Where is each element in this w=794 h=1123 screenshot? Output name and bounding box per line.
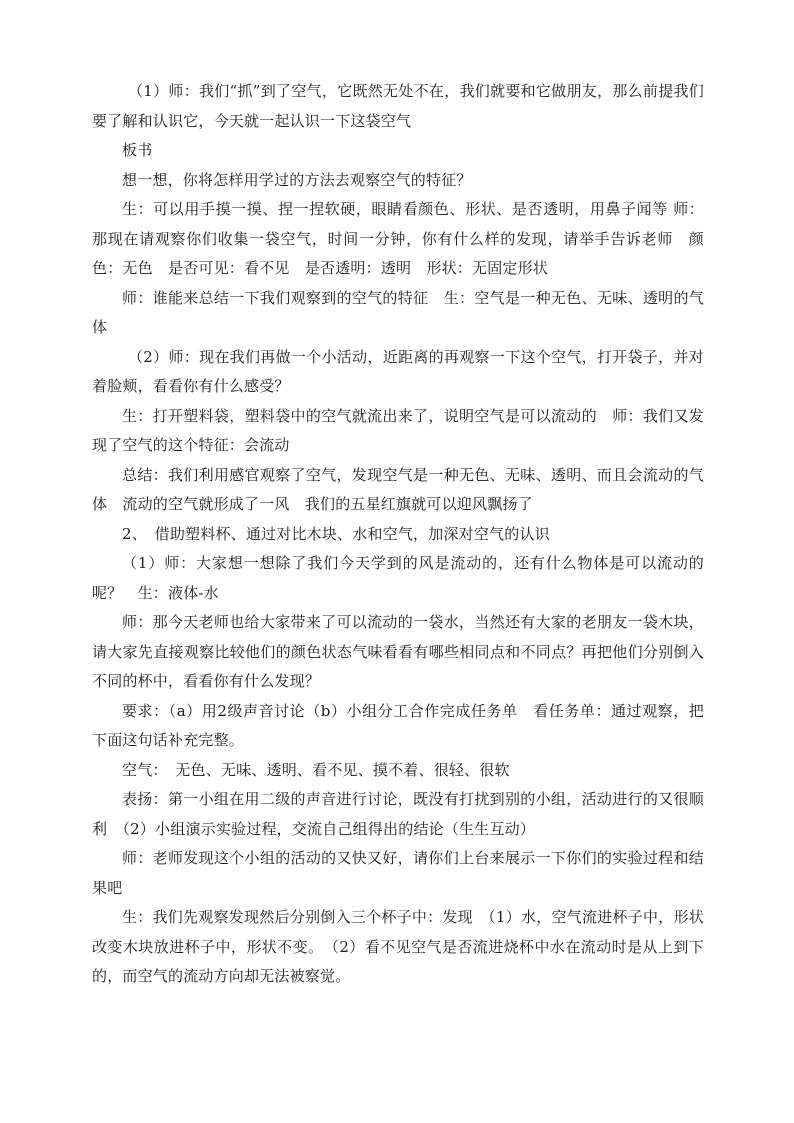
paragraph-think-question: 想一想，你将怎样用学过的方法去观察空气的特征？	[122, 170, 472, 189]
paragraph-requirements: 要求：（a）用2级声音讨论（b）小组分工合作完成任务单 看任务单：通过观察，把下面这句话补充完整。	[92, 701, 704, 749]
paragraph-water-and-wood: 师：那今天老师也给大家带来了可以流动的一袋水，当然还有大家的老朋友一袋木块，请大家先直接观察比较他们的颜色状态气味看看有哪些相同点和不同点？再把他们分别倒入不同的杯中，看看你有什么发现？	[92, 613, 704, 690]
paragraph-summary: 总结：我们利用感官观察了空气，发现空气是一种无色、无味、透明、而且会流动的气体 流动的空气就形成了一风 我们的五星红旗就可以迎风飘扬了	[92, 465, 704, 513]
paragraph-student-findings: 生：我们先观察发现然后分别倒入三个杯子中：发现 （1）水，空气流进杯子中，形状改变木块放进杯子中，形状不变。 （2）看不见空气是否流进烧杯中水在流动时是从上到下的，而空气的流动方向却无法被察觉。	[92, 908, 704, 985]
paragraph-student-observe-methods: 生：可以用手摸一摸、捏一捏软硬，眼睛看颜色、形状、是否透明，用鼻子闻等 师：那现在请观察你们收集一袋空气，时间一分钟，你有什么样的发现，请举手告诉老师 颜色：无色 是否可见：看不见 是否透明：透明 形状：无固定形状	[92, 200, 704, 277]
paragraph-small-activity: （2）师：现在我们再做一个小活动，近距离的再观察一下这个空气，打开袋子，并对着脸颊，看看你有什么感受？	[92, 347, 704, 395]
paragraph-board-writing: 板书	[122, 141, 153, 159]
paragraph-air-properties: 空气： 无色、无味、透明、看不见、摸不着、很轻、很软	[122, 760, 510, 779]
paragraph-teacher-catch-air: （1）师：我们“抓”到了空气，它既然无处不在，我们就要和它做朋友，那么前提我们要了解和认识它，今天就一起认识一下这袋空气	[92, 82, 704, 130]
paragraph-section-2-heading: 2、 借助塑料杯、通过对比木块、水和空气，加深对空气的认识	[122, 524, 550, 543]
paragraph-teacher-invite: 师：老师发现这个小组的活动的又快又好，请你们上台来展示一下你们的实验过程和结果吧	[92, 849, 704, 897]
paragraph-air-flows: 生：打开塑料袋，塑料袋中的空气就流出来了，说明空气是可以流动的 师：我们又发现了空气的这个特征：会流动	[92, 406, 704, 454]
paragraph-what-flows: （1）师：大家想一想除了我们今天学到的风是流动的，还有什么物体是可以流动的呢？ 生：液体-水	[92, 554, 704, 602]
document-body	[92, 77, 704, 992]
paragraph-summarize-features: 师：谁能来总结一下我们观察到的空气的特征 生：空气是一种无色、无味、透明的气体	[92, 288, 704, 336]
paragraph-praise: 表扬：第一小组在用二级的声音进行讨论，既没有打扰到别的小组，活动进行的又很顺利 （2）小组演示实验过程，交流自己组得出的结论（生生互动）	[92, 790, 704, 838]
